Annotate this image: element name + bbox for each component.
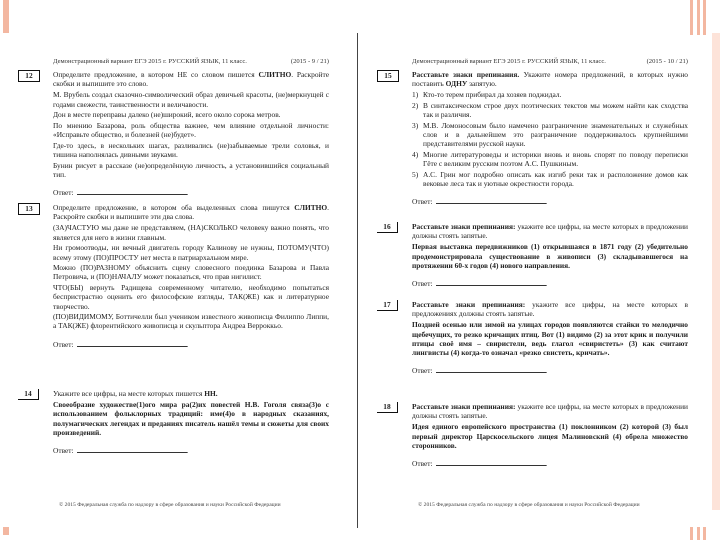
question-sentence (412, 422, 688, 450)
sentence-text: Первая выставка передвижников (1) открывшаяся в 1871 году (2) убедительно продемонстрировала существование в живописи (3) складывавшегося на протяжении 60-х годов (4) нового направления. (412, 242, 688, 270)
sentence-text: М. Врубель создал сказочно-символический образ девичьей красоты, (не)меркнущей с годами свежести, таинственности и величавости. (53, 90, 329, 109)
prompt-segment: укажите все цифры, на месте которых в предложении должны стоять запятые. (412, 222, 688, 241)
prompt-segment: укажите все цифры, на месте которых в предложениях должны стоять запятые. (412, 300, 688, 319)
sentence-text: Ни громоотводы, ни вечный двигатель городу Калинову не нужны, ПОТОМУ(ЧТО) всему этому (ПО)ПРОСТУ нет места в патриархальном мире. (53, 243, 329, 262)
prompt-segment: Расставьте знаки препинания: (412, 222, 516, 231)
prompt-segment: . Раскройте скобки и выпишите это слово. (53, 70, 329, 89)
answer-input[interactable] (436, 279, 546, 286)
question-block (412, 402, 688, 468)
sentence-number: 3) (412, 121, 419, 131)
sentence-text: Кто-то терем прибирал да хозяев поджидал. (423, 90, 562, 100)
prompt-segment: Укажите номера предложений, в которых нужно поставить (412, 70, 688, 89)
prompt-segment: НН. (204, 389, 218, 398)
sentence-text: (ЗА)ЧАСТУЮ мы даже не представляем, (НА)СКОЛЬКО человеку важно понять, что является для него в жизни главным. (53, 223, 329, 242)
prompt-segment: Расставьте знаки препинания: (412, 300, 526, 309)
sentence-number: 1) (412, 90, 419, 100)
sentence-number: 2) (412, 101, 419, 111)
answer-label: Ответ: (412, 279, 433, 289)
question-sentence (412, 242, 688, 270)
answer-row: Ответ: . (412, 279, 548, 289)
question-block (412, 222, 688, 288)
question-block (412, 70, 688, 207)
prompt-segment: СЛИТНО (294, 203, 328, 212)
question-sentence (412, 170, 688, 188)
prompt-segment: укажите все цифры, на месте которых в предложении должны стоять запятые. (412, 402, 688, 421)
answer-label: Ответ: (53, 188, 74, 198)
page-header (412, 58, 688, 65)
prompt-segment: СЛИТНО (258, 70, 292, 79)
question-number-box: 12 (18, 70, 40, 82)
question-prompt (412, 70, 688, 88)
sentence-text: Многие литературоведы и историки вновь и вновь спорят по поводу переписки Гёте с великим русским поэтом А.С. Пушкиным. (423, 150, 688, 169)
question-number-box: 17 (377, 300, 398, 311)
answer-row: Ответ: . (412, 197, 548, 207)
prompt-segment: Расставьте знаки препинания. (412, 70, 520, 79)
header-page-number: (2015 - 9 / 21) (290, 58, 329, 65)
question-sentence (412, 150, 688, 168)
prompt-segment: Определите предложение, в котором НЕ со словом пишется (53, 70, 259, 79)
prompt-segment: ОДНУ (445, 79, 468, 89)
answer-label: Ответ: (412, 366, 433, 376)
answer-input[interactable] (436, 197, 546, 204)
page-footer: © 2015 Федеральная служба по надзору в сфере образования и науки Российской Федерации (59, 502, 281, 508)
prompt-segment: Укажите все цифры, на месте которых пишется (53, 389, 205, 398)
sentence-text: А.С. Грин мог подробно описать как изгиб реки так и расположение домов как вековые леса так и уютные окрестности города. (423, 170, 688, 189)
sentence-text: Где-то здесь, в нескольких шагах, разливались (не)забываемые трели соловья, и тишина наполнялась дивными звуками. (53, 140, 329, 160)
question-prompt (412, 222, 688, 240)
sentence-text: Поздней осенью или зимой на улицах городов появляются стайки то мелодично щебечущих, то резко кричащих птиц. Вот (1) видимо (2) за этот крик и получили птицы своё имя – свиристели, ведь глагол «свиристеть» (3) как считают лингвисты (4) когда-то означал «резко свистеть, кричать». (412, 320, 688, 358)
prompt-segment: . Раскройте скобки и выпишите эти два слова. (53, 203, 329, 222)
sentence-text: Дон в месте переправы далеко (не)широкий, всего около сорока метров. (53, 110, 281, 120)
prompt-segment: Расставьте знаки препинания: (412, 402, 516, 411)
question-sentence (412, 320, 688, 357)
answer-label: Ответ: (412, 459, 433, 469)
answer-row: Ответ: . (412, 366, 548, 376)
answer-label: Ответ: (412, 197, 433, 207)
sentence-number: 5) (412, 170, 419, 180)
answer-label: Ответ: (53, 339, 74, 349)
page-footer: © 2015 Федеральная служба по надзору в сфере образования и науки Российской Федерации (418, 502, 640, 508)
prompt-segment: Определите предложение, в котором оба выделенных слова пишутся (53, 203, 295, 212)
sentence-text: Идея единого европейского пространства (1) поклонником (2) которой (3) был первый директор Царскосельского лицея Малиновский (4) обрела множество сторонников. (412, 422, 688, 450)
question-sentence (412, 101, 688, 119)
answer-row: Ответ: . (53, 339, 189, 349)
sentence-text: Бунин рисует в рассказе (не)определённую личность, а установившийся социальный тип. (53, 160, 329, 180)
answer-row: Ответ: . (412, 459, 548, 469)
sentence-text: Можно (ПО)РАЗНОМУ объяснить сцену словесного поединка Базарова и Павла Петровича, и (ПО)НАЧАЛУ может показаться, что прав нигилист. (53, 263, 329, 282)
answer-input[interactable] (436, 459, 546, 466)
sentence-text: (ПО)ВИДИМОМУ, Боттичелли был учеником известного живописца Филиппо Липпи, а ТАК(ЖЕ) флорентийского живописца и скульптора Андреа Верроккьо. (53, 312, 329, 331)
sentence-text: В синтаксическом строе двух поэтических текстов мы можем найти как сходства так и различия. (423, 101, 688, 120)
header-title: Демонстрационный вариант ЕГЭ 2015 г. РУССКИЙ ЯЗЫК, 11 класс. (412, 58, 606, 65)
sentence-text: ЧТО(БЫ) вернуть Радищева современному читателю, необходимо попытаться беспристрастно оценить его философские взгляды, ТАК(ЖЕ) как и литературное творчество. (53, 283, 329, 311)
question-number-box: 14 (18, 389, 39, 400)
question-block (412, 300, 688, 375)
question-number-box: 16 (377, 222, 398, 233)
sentence-number: 4) (412, 150, 419, 160)
answer-row: Ответ: . (53, 188, 189, 198)
header-page-number: (2015 - 10 / 21) (646, 58, 688, 65)
question-number-box: 13 (18, 203, 40, 215)
sentence-text: Своеобразие художестве(1)ого мира ра(2)их повестей Н.В. Гоголя связа(3)о с использованием фольклорных традиций: име(4)о в народных сказаниях, полумагических легендах и преданиях писатель нашёл темы и сюжеты для своих произведений. (53, 400, 329, 437)
sentence-text: М.В. Ломоносовым было намечено разграничение знаменательных и служебных слов и в дальнейшем это разграничение поддерживалось крупнейшими представителями русской науки. (423, 121, 688, 149)
prompt-segment: запятую. (467, 79, 497, 89)
header-title: Демонстрационный вариант ЕГЭ 2015 г. РУССКИЙ ЯЗЫК, 11 класс. (53, 58, 247, 65)
question-sentence (412, 121, 688, 149)
question-number-box: 15 (377, 70, 399, 82)
answer-row: Ответ: . (53, 446, 189, 456)
question-prompt (412, 300, 688, 318)
question-sentence (412, 90, 688, 99)
sentence-text: По мнению Базарова, роль общества важнее, чем влияние отдельной личности: «Исправьте общество, и болезней (не)будет». (53, 121, 329, 140)
question-number-box: 18 (377, 402, 398, 413)
answer-input[interactable] (436, 366, 546, 373)
question-prompt (412, 402, 688, 420)
answer-label: Ответ: (53, 446, 74, 456)
